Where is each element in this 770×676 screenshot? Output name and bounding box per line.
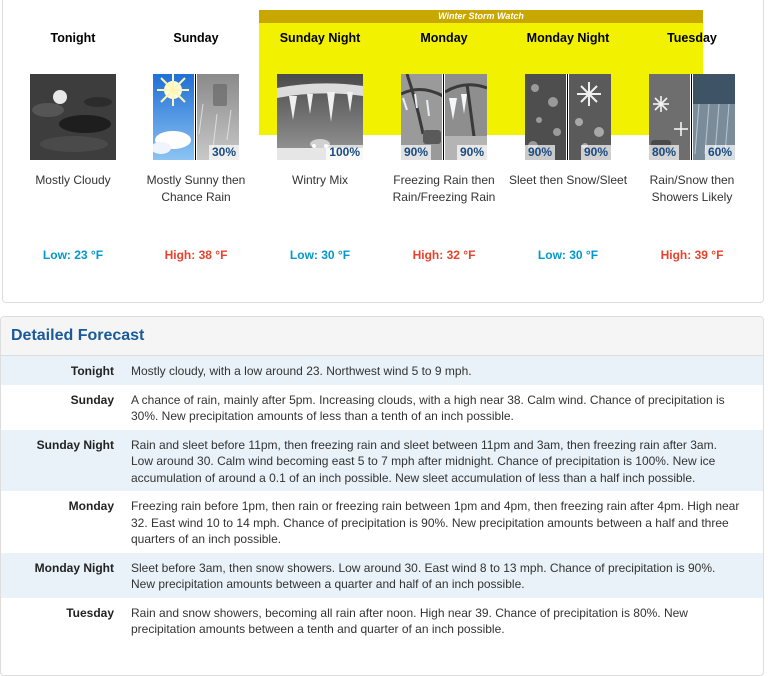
detailed-forecast-title: Detailed Forecast xyxy=(11,327,145,344)
precip-chance: 100% xyxy=(326,145,363,160)
precip-chance-first: 80% xyxy=(649,145,679,160)
period-temperature: Low: 30 °F xyxy=(289,248,351,262)
forecast-row xyxy=(1,430,763,492)
detailed-forecast-header xyxy=(1,317,763,356)
period-name: Tonight xyxy=(50,31,96,45)
period-monday xyxy=(384,30,504,262)
forecast-row xyxy=(1,356,763,385)
precip-chance-first: 90% xyxy=(401,145,431,160)
rain-snow-showers-icon[interactable] xyxy=(649,74,735,160)
row-label: Monday xyxy=(68,499,114,513)
freezing-rain-icon[interactable] xyxy=(401,74,487,160)
row-text: Mostly cloudy, with a low around 23. Northwest wind 5 to 9 mph. xyxy=(131,364,472,378)
row-label: Tuesday xyxy=(66,605,114,620)
forecast-row xyxy=(1,491,763,553)
period-name: Tuesday xyxy=(667,31,717,45)
precip-chance-second: 90% xyxy=(457,145,487,160)
forecast-row xyxy=(1,598,763,643)
period-temperature: High: 39 °F xyxy=(660,248,724,262)
icon-divider xyxy=(442,74,445,160)
row-text: Sleet before 3am, then snow showers. Low around 30. East wind 8 to 13 mph. Chance of precipitation is 90%. New precipitation amounts between a quarter and half of an inch possible. xyxy=(131,560,716,591)
row-label: Sunday xyxy=(70,392,114,407)
period-description: Mostly Cloudy xyxy=(35,173,111,187)
period-temperature: Low: 23 °F xyxy=(42,248,104,262)
icon-divider xyxy=(194,74,197,160)
period-description: Freezing Rain then Rain/Freezing Rain xyxy=(392,173,496,204)
period-sunday xyxy=(136,30,256,262)
detailed-forecast-panel xyxy=(0,316,764,676)
period-name: Sunday xyxy=(173,31,219,45)
period-name: Monday xyxy=(420,31,468,45)
wintry-mix-icon[interactable] xyxy=(277,74,363,160)
precip-chance-second: 90% xyxy=(581,145,611,160)
mostly-cloudy-night-icon[interactable] xyxy=(30,74,116,160)
precip-chance-second: 60% xyxy=(705,145,735,160)
period-tuesday xyxy=(632,30,752,262)
winter-storm-watch-label[interactable]: Winter Storm Watch xyxy=(259,10,703,23)
row-text: Rain and sleet before 11pm, then freezing rain and sleet between 11pm and 3am, then freezing rain after 3am. Low around 30. Calm wind becoming east 5 to 7 mph after midnight. Chance of precipitation is 100%. New ice accumulation of around a 0.1 of an inch possible. New sleet accumulation of less than a half inch possible. xyxy=(131,437,717,485)
row-label: Sunday Night xyxy=(36,437,114,452)
row-label: Tonight xyxy=(70,364,114,378)
forecast-row xyxy=(1,553,763,598)
period-description: Wintry Mix xyxy=(292,173,348,187)
period-description: Sleet then Snow/Sleet xyxy=(508,173,628,187)
icon-divider xyxy=(690,74,693,160)
forecast-row xyxy=(1,385,763,430)
sleet-snow-icon[interactable] xyxy=(525,74,611,160)
sunny-then-rain-icon[interactable] xyxy=(153,74,239,160)
row-label: Monday Night xyxy=(34,560,114,575)
precip-chance: 30% xyxy=(209,145,239,160)
icon-divider xyxy=(566,74,569,160)
period-sunday-night xyxy=(260,30,380,262)
precip-chance-first: 90% xyxy=(525,145,555,160)
period-description: Mostly Sunny then Chance Rain xyxy=(146,173,246,204)
row-text: A chance of rain, mainly after 5pm. Increasing clouds, with a high near 38. Calm wind. Chance of precipitation is 30%. New precipitation amounts of less than a tenth of an inch possible. xyxy=(131,392,725,423)
period-temperature: High: 38 °F xyxy=(164,248,228,262)
row-text: Rain and snow showers, becoming all rain after noon. High near 39. Chance of precipitation is 80%. New precipitation amounts between a tenth and quarter of an inch possible. xyxy=(131,605,688,636)
period-temperature: High: 32 °F xyxy=(412,248,476,262)
row-text: Freezing rain before 1pm, then rain or freezing rain between 1pm and 4pm, then freezing rain after 4pm. High near 32. East wind 10 to 14 mph. Chance of precipitation is 90%. New precipitation amounts between a half and three quarters of an inch possible. xyxy=(131,499,740,546)
period-monday-night xyxy=(508,30,628,262)
period-name: Sunday Night xyxy=(279,31,361,45)
period-description: Rain/Snow then Showers Likely xyxy=(649,173,735,204)
period-name: Monday Night xyxy=(526,31,610,45)
period-tonight xyxy=(13,30,133,262)
period-temperature: Low: 30 °F xyxy=(537,248,599,262)
